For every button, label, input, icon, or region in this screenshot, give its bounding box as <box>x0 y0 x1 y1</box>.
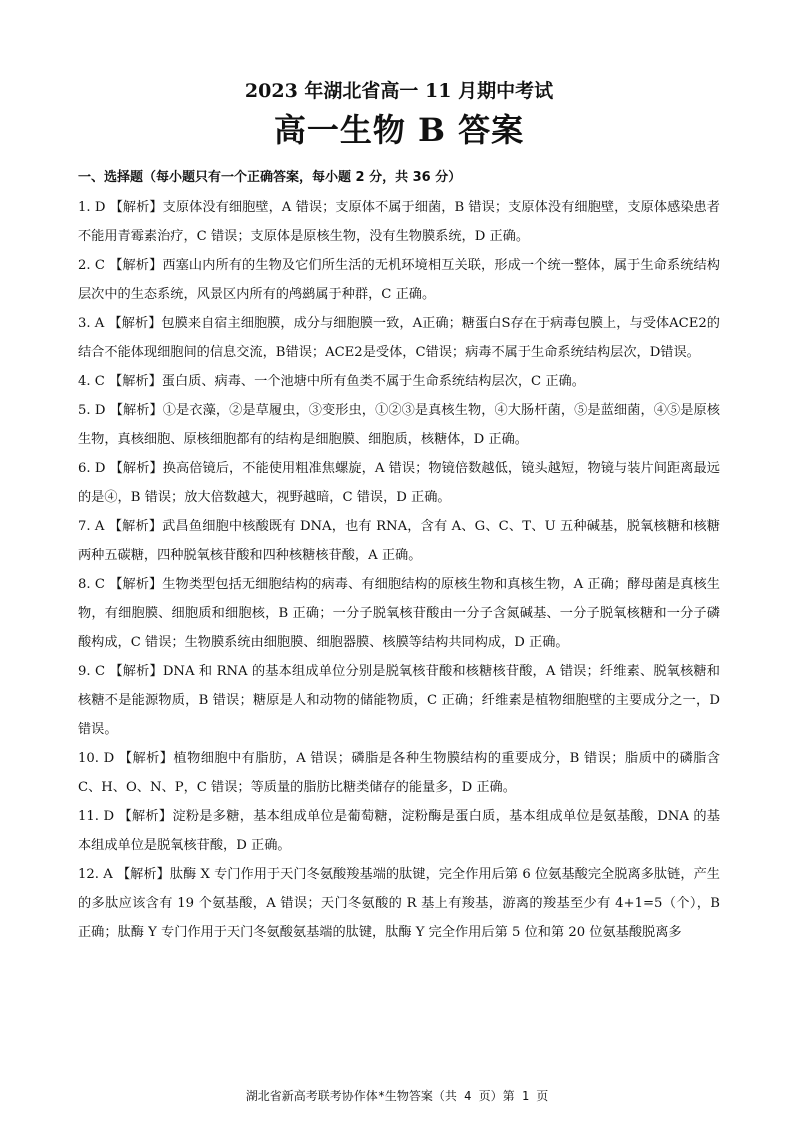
answer-item-9: 9. C 【解析】DNA 和 RNA 的基本组成单位分别是脱氧核苷酸和核糖核苷酸，A 错误；纤维素、脱氧核糖和核糖不是能源物质，B 错误；糖原是人和动物的储能物质，C 正确；纤维素是植物细胞壁的主要成分之一，D 错误。 <box>78 664 720 737</box>
doc-title: 高一生物 B 答案 <box>273 111 525 149</box>
answer-item-3: 3. A 【解析】包膜来自宿主细胞膜，成分与细胞膜一致，A正确；糖蛋白S存在于病毒包膜上，与受体ACE2的结合不能体现细胞间的信息交流，B错误；ACE2是受体，C错误；病毒不属于生命系统结构层次，D错误。 <box>78 316 720 360</box>
answer-item-8: 8. C 【解析】生物类型包括无细胞结构的病毒、有细胞结构的原核生物和真核生物，A 正确；酵母菌是真核生物，有细胞膜、细胞质和细胞核，B 正确；一分子脱氧核苷酸由一分子含氮碱基、一分子脱氧核糖和一分子磷酸构成，C 错误；生物膜系统由细胞膜、细胞器膜、核膜等结构共同构成，D 正确。 <box>78 577 720 650</box>
answer-item-11: 11. D 【解析】淀粉是多糖，基本组成单位是葡萄糖，淀粉酶是蛋白质，基本组成单位是氨基酸，DNA 的基本组成单位是脱氧核苷酸，D 正确。 <box>78 809 720 853</box>
section-heading: 一、选择题（每小题只有一个正确答案，每小题 2 分，共 36 分） <box>78 170 462 185</box>
answer-item-1: 1. D 【解析】支原体没有细胞壁，A 错误；支原体不属于细菌，B 错误；支原体没有细胞壁，支原体感染患者不能用青霉素治疗，C 错误；支原体是原核生物，没有生物膜系统，D 正确。 <box>78 200 720 244</box>
answer-item-7: 7. A 【解析】武昌鱼细胞中核酸既有 DNA，也有 RNA，含有 A、G、C、T、U 五种碱基，脱氧核糖和核糖两种五碳糖，四种脱氧核苷酸和四种核糖核苷酸，A 正确。 <box>78 519 720 563</box>
page-footer: 湖北省新高考联考协作体*生物答案（共 4 页）第 1 页 <box>245 1089 549 1103</box>
answer-item-12: 12. A 【解析】肽酶 X 专门作用于天门冬氨酸羧基端的肽键，完全作用后第 6 位氨基酸完全脱离多肽链，产生的多肽应该含有 19 个氨基酸，A 错误；天门冬氨酸的 R 基上有羧基，游离的羧基至少有 4+1=5（个），B 正确；肽酶 Y 专门作用于天门冬氨酸氨基端的肽键，肽酶 Y 完全作用后第 5 位和第 20 位氨基酸脱离多 <box>78 867 720 940</box>
answer-item-10: 10. D 【解析】植物细胞中有脂肪，A 错误；磷脂是各种生物膜结构的重要成分，B 错误；脂质中的磷脂含 C、H、O、N、P，C 错误；等质量的脂肪比糖类储存的能量多，D 正确。 <box>78 751 720 795</box>
answer-list <box>78 193 720 947</box>
answer-item-6: 6. D 【解析】换高倍镜后，不能使用粗准焦螺旋，A 错误；物镜倍数越低，镜头越短，物镜与装片间距离最远的是④，B 错误；放大倍数越大，视野越暗，C 错误，D 正确。 <box>78 461 720 505</box>
exam-title: 2023 年湖北省高一 11 月期中考试 <box>244 80 554 102</box>
answer-item-4: 4. C 【解析】蛋白质、病毒、一个池塘中所有鱼类不属于生命系统结构层次，C 正确。 <box>78 374 585 389</box>
answer-item-5: 5. D 【解析】①是衣藻，②是草履虫，③变形虫，①②③是真核生物，④大肠杆菌，⑤是蓝细菌，④⑤是原核生物，真核细胞、原核细胞都有的结构是细胞膜、细胞质，核糖体，D 正确。 <box>78 403 720 447</box>
answer-item-2: 2. C 【解析】西塞山内所有的生物及它们所生活的无机环境相互关联，形成一个统一整体，属于生命系统结构层次中的生态系统，风景区内所有的鸬鹚属于种群，C 正确。 <box>78 258 720 302</box>
